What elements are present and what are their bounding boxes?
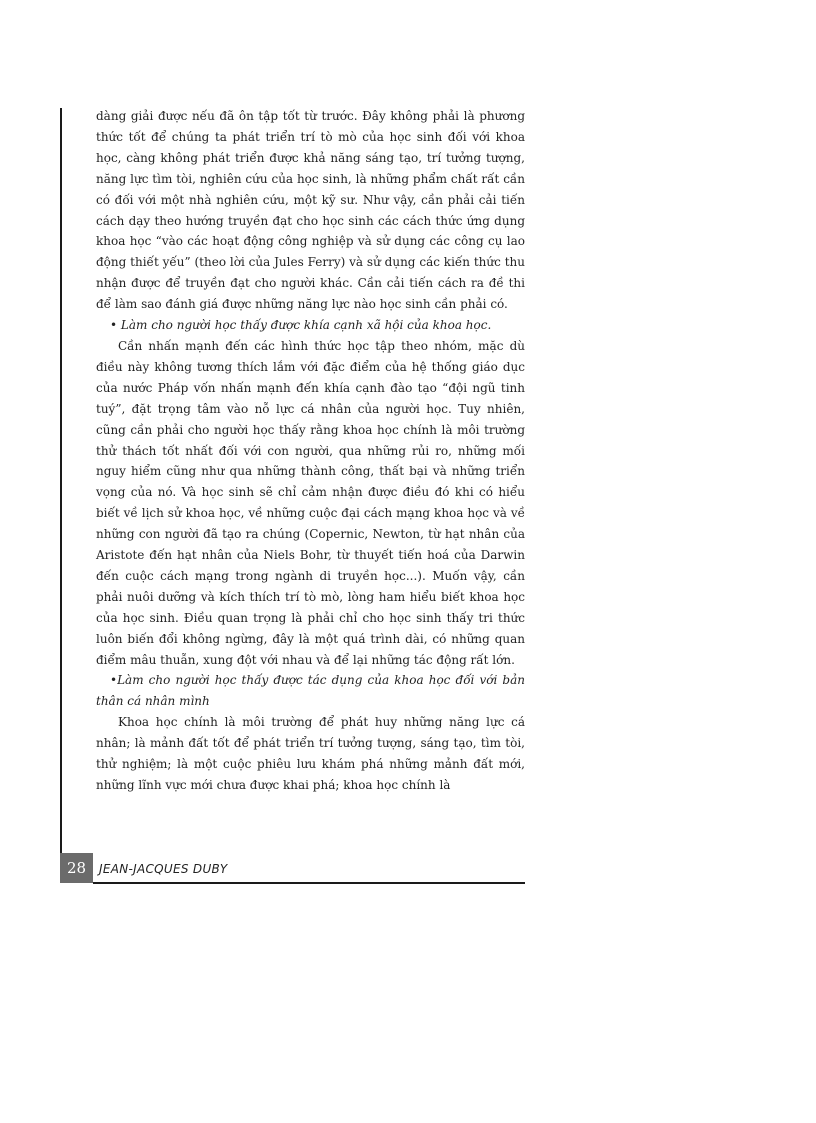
paragraph-group-learning: Cần nhấn mạnh đến các hình thức học tập theo nhóm, mặc dù điều này không tương thích lắm với đặc điểm của hệ thống giáo dục của nước Pháp vốn nhấn mạnh đến khía cạnh đào tạo “đội ngũ tinh tuý”, đặt trọng tâm vào nỗ lực cá nhân của người học. Tuy nhiên, cũng cần phải cho người học thấy rằng khoa học chính là môi trường thử thách tốt nhất đối với con người, qua những rủi ro, những mối nguy hiểm cũng như qua những thành công, thất bại và những triển vọng của nó. Và học sinh sẽ chỉ cảm nhận được điều đó khi có hiểu biết về lịch sử khoa học, về những cuộc đại cách mạng khoa học và về những con người đã tạo ra chúng (Copernic, Newton, từ hạt nhân của Aristote đến hạt nhân của Niels Bohr, từ thuyết tiến hoá của Darwin đến cuộc cách mạng trong ngành di truyền học...). Muốn vậy, cần phải nuôi dưỡng và kích thích trí tò mò, lòng ham hiểu biết khoa học của học sinh. Điều quan trọng là phải chỉ cho học sinh thấy tri thức luôn biến đổi không ngừng, đây là một quá trình dài, có những quan điểm mâu thuẫn, xung đột với nhau và để lại những tác động rất lớn.	[96, 338, 525, 667]
bullet-heading-personal-effect	[96, 670, 525, 712]
bullet-icon: •	[110, 318, 118, 333]
paragraph-continuation: dàng giải được nếu đã ôn tập tốt từ trước. Đây không phải là phương thức tốt để chúng ta phát triển trí tò mò của học sinh đối với khoa học, càng không phát triển được khả năng sáng tạo, trí tưởng tượng, năng lực tìm tòi, nghiên cứu của học sinh, là những phẩm chất rất cần có đối với một nhà nghiên cứu, một kỹ sư. Như vậy, cần phải cải tiến cách dạy theo hướng truyền đạt cho học sinh các cách thức ứng dụng khoa học “vào các hoạt động công nghiệp và sử dụng các công cụ lao động thiết yếu” (theo lời của Jules Ferry) và sử dụng các kiến thức thu nhận được để truyền đạt cho người khác. Cần cải tiến cách ra đề thi để làm sao đánh giá được những năng lực nào học sinh cần phải có.	[96, 109, 525, 312]
page-number: 28	[66, 859, 87, 877]
running-footer-author: JEAN-JACQUES DUBY	[99, 862, 228, 876]
bullet-text: Làm cho người học thấy được khía cạnh xã hội của khoa học.	[120, 318, 492, 333]
bullet-icon: •	[110, 673, 118, 688]
body-text	[96, 106, 525, 796]
bullet-heading-social-aspect	[96, 315, 525, 336]
paragraph-science-environment: Khoa học chính là môi trường để phát huy những năng lực cá nhân; là mảnh đất tốt để phát triển trí tưởng tượng, sáng tạo, tìm tòi, thử nghiệm; là một cuộc phiêu lưu khám phá những mảnh đất mới, những lĩnh vực mới chưa được khai phá; khoa học chính là	[96, 715, 525, 792]
bullet-text: Làm cho người học thấy được tác dụng của khoa học đối với bản thân cá nhân mình	[96, 673, 525, 709]
left-margin-rule	[60, 108, 62, 853]
page-number-badge	[60, 853, 93, 883]
footer-rule	[93, 882, 525, 884]
